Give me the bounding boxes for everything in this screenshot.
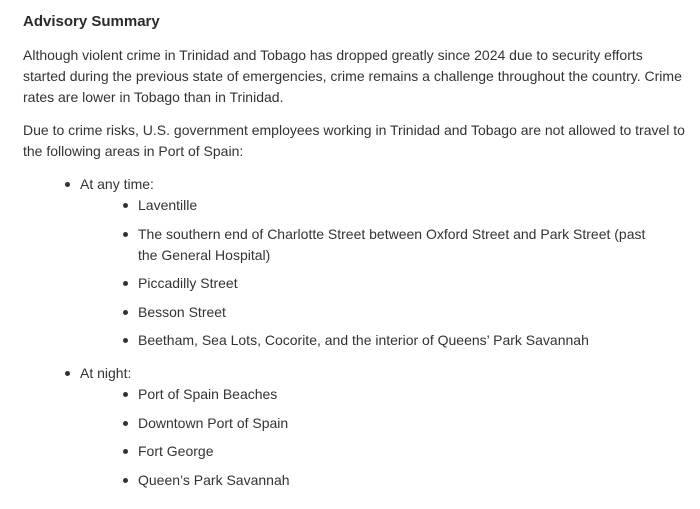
- restricted-areas-list: [23, 174, 693, 491]
- bullet-icon: [65, 182, 70, 187]
- bullet-icon: [123, 281, 128, 286]
- bullet-icon: [123, 421, 128, 426]
- advisory-heading: Advisory Summary: [23, 13, 160, 30]
- bullet-icon: [123, 310, 128, 315]
- area-name: Downtown Port of Spain: [138, 414, 289, 431]
- advisory-paragraph-intro: Although violent crime in Trinidad and Tobago has dropped greatly since 2024 due to security efforts started during the previous state of emergencies, crime remains a challenge throughout the country. Crime rates are lower in Tobago than in Trinidad.: [23, 47, 682, 105]
- list-item: [123, 224, 663, 266]
- bullet-icon: [123, 392, 128, 397]
- list-item: [123, 273, 663, 294]
- area-name: Laventille: [138, 197, 198, 213]
- list-item: [123, 330, 663, 351]
- bullet-icon: [123, 478, 128, 483]
- bullet-icon: [65, 371, 70, 376]
- area-name: Queen’s Park Savannah: [138, 471, 290, 488]
- bullet-icon: [123, 203, 128, 208]
- advisory-paragraph-restrictions: Due to crime risks, U.S. government employees working in Trinidad and Tobago are not allowed to travel to the following areas in Port of Spain:: [23, 122, 685, 159]
- list-item: [123, 195, 663, 216]
- group-label: At any time:: [80, 176, 154, 192]
- list-item: [123, 441, 663, 462]
- group-any-time: [65, 174, 693, 351]
- night-areas-list: [80, 384, 693, 491]
- group-label: At night:: [80, 365, 132, 381]
- bullet-icon: [123, 338, 128, 343]
- group-at-night: [65, 363, 693, 491]
- any-time-areas-list: [80, 195, 693, 351]
- bullet-icon: [123, 232, 128, 237]
- list-item: [123, 470, 663, 491]
- list-item: [123, 413, 663, 434]
- area-name: The southern end of Charlotte Street between Oxford Street and Park Street (past the General Hospital): [138, 225, 646, 263]
- list-item: [123, 384, 663, 405]
- area-name: Fort George: [138, 443, 214, 459]
- list-item: [123, 302, 663, 323]
- area-name: Besson Street: [138, 303, 226, 320]
- bullet-icon: [123, 449, 128, 454]
- area-name: Port of Spain Beaches: [138, 386, 278, 402]
- area-name: Piccadilly Street: [138, 275, 238, 291]
- area-name: Beetham, Sea Lots, Cocorite, and the interior of Queens’ Park Savannah: [138, 332, 589, 348]
